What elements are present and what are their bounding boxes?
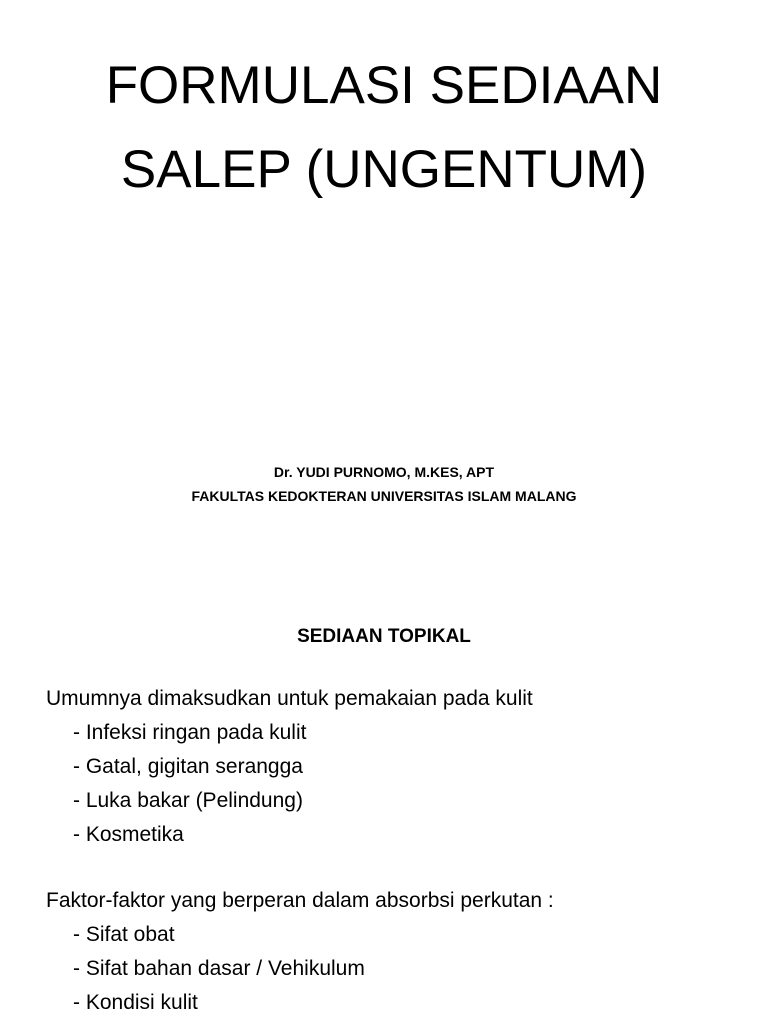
author-block — [0, 460, 768, 508]
list-item: - Luka bakar (Pelindung) — [73, 789, 303, 812]
slide-title-line-1: FORMULASI SEDIAAN — [105, 56, 663, 115]
content-slide — [0, 580, 768, 1024]
absorption-factors-section — [46, 884, 746, 1020]
slide-title-line-2: SALEP (UNGENTUM) — [120, 140, 648, 199]
list-item: - Kondisi kulit — [73, 991, 198, 1014]
list-item: - Infeksi ringan pada kulit — [73, 721, 307, 744]
absorption-factors-intro: Faktor-faktor yang berperan dalam absorbsi perkutan : — [46, 889, 554, 912]
slide-title — [0, 44, 768, 212]
usage-intro: Umumnya dimaksudkan untuk pemakaian pada kulit — [46, 687, 533, 710]
content-slide-title: SEDIAAN TOPIKAL — [297, 626, 471, 647]
author-name: Dr. YUDI PURNOMO, M.KES, APT — [273, 464, 495, 480]
author-affiliation: FAKULTAS KEDOKTERAN UNIVERSITAS ISLAM MALANG — [191, 488, 577, 504]
list-item: - Gatal, gigitan serangga — [73, 755, 303, 778]
list-item: - Kosmetika — [73, 823, 184, 846]
usage-section — [46, 682, 746, 852]
absorption-factors-list — [46, 918, 746, 1020]
usage-list — [46, 716, 746, 852]
list-item: - Sifat obat — [73, 923, 175, 946]
list-item: - Sifat bahan dasar / Vehikulum — [73, 957, 365, 980]
